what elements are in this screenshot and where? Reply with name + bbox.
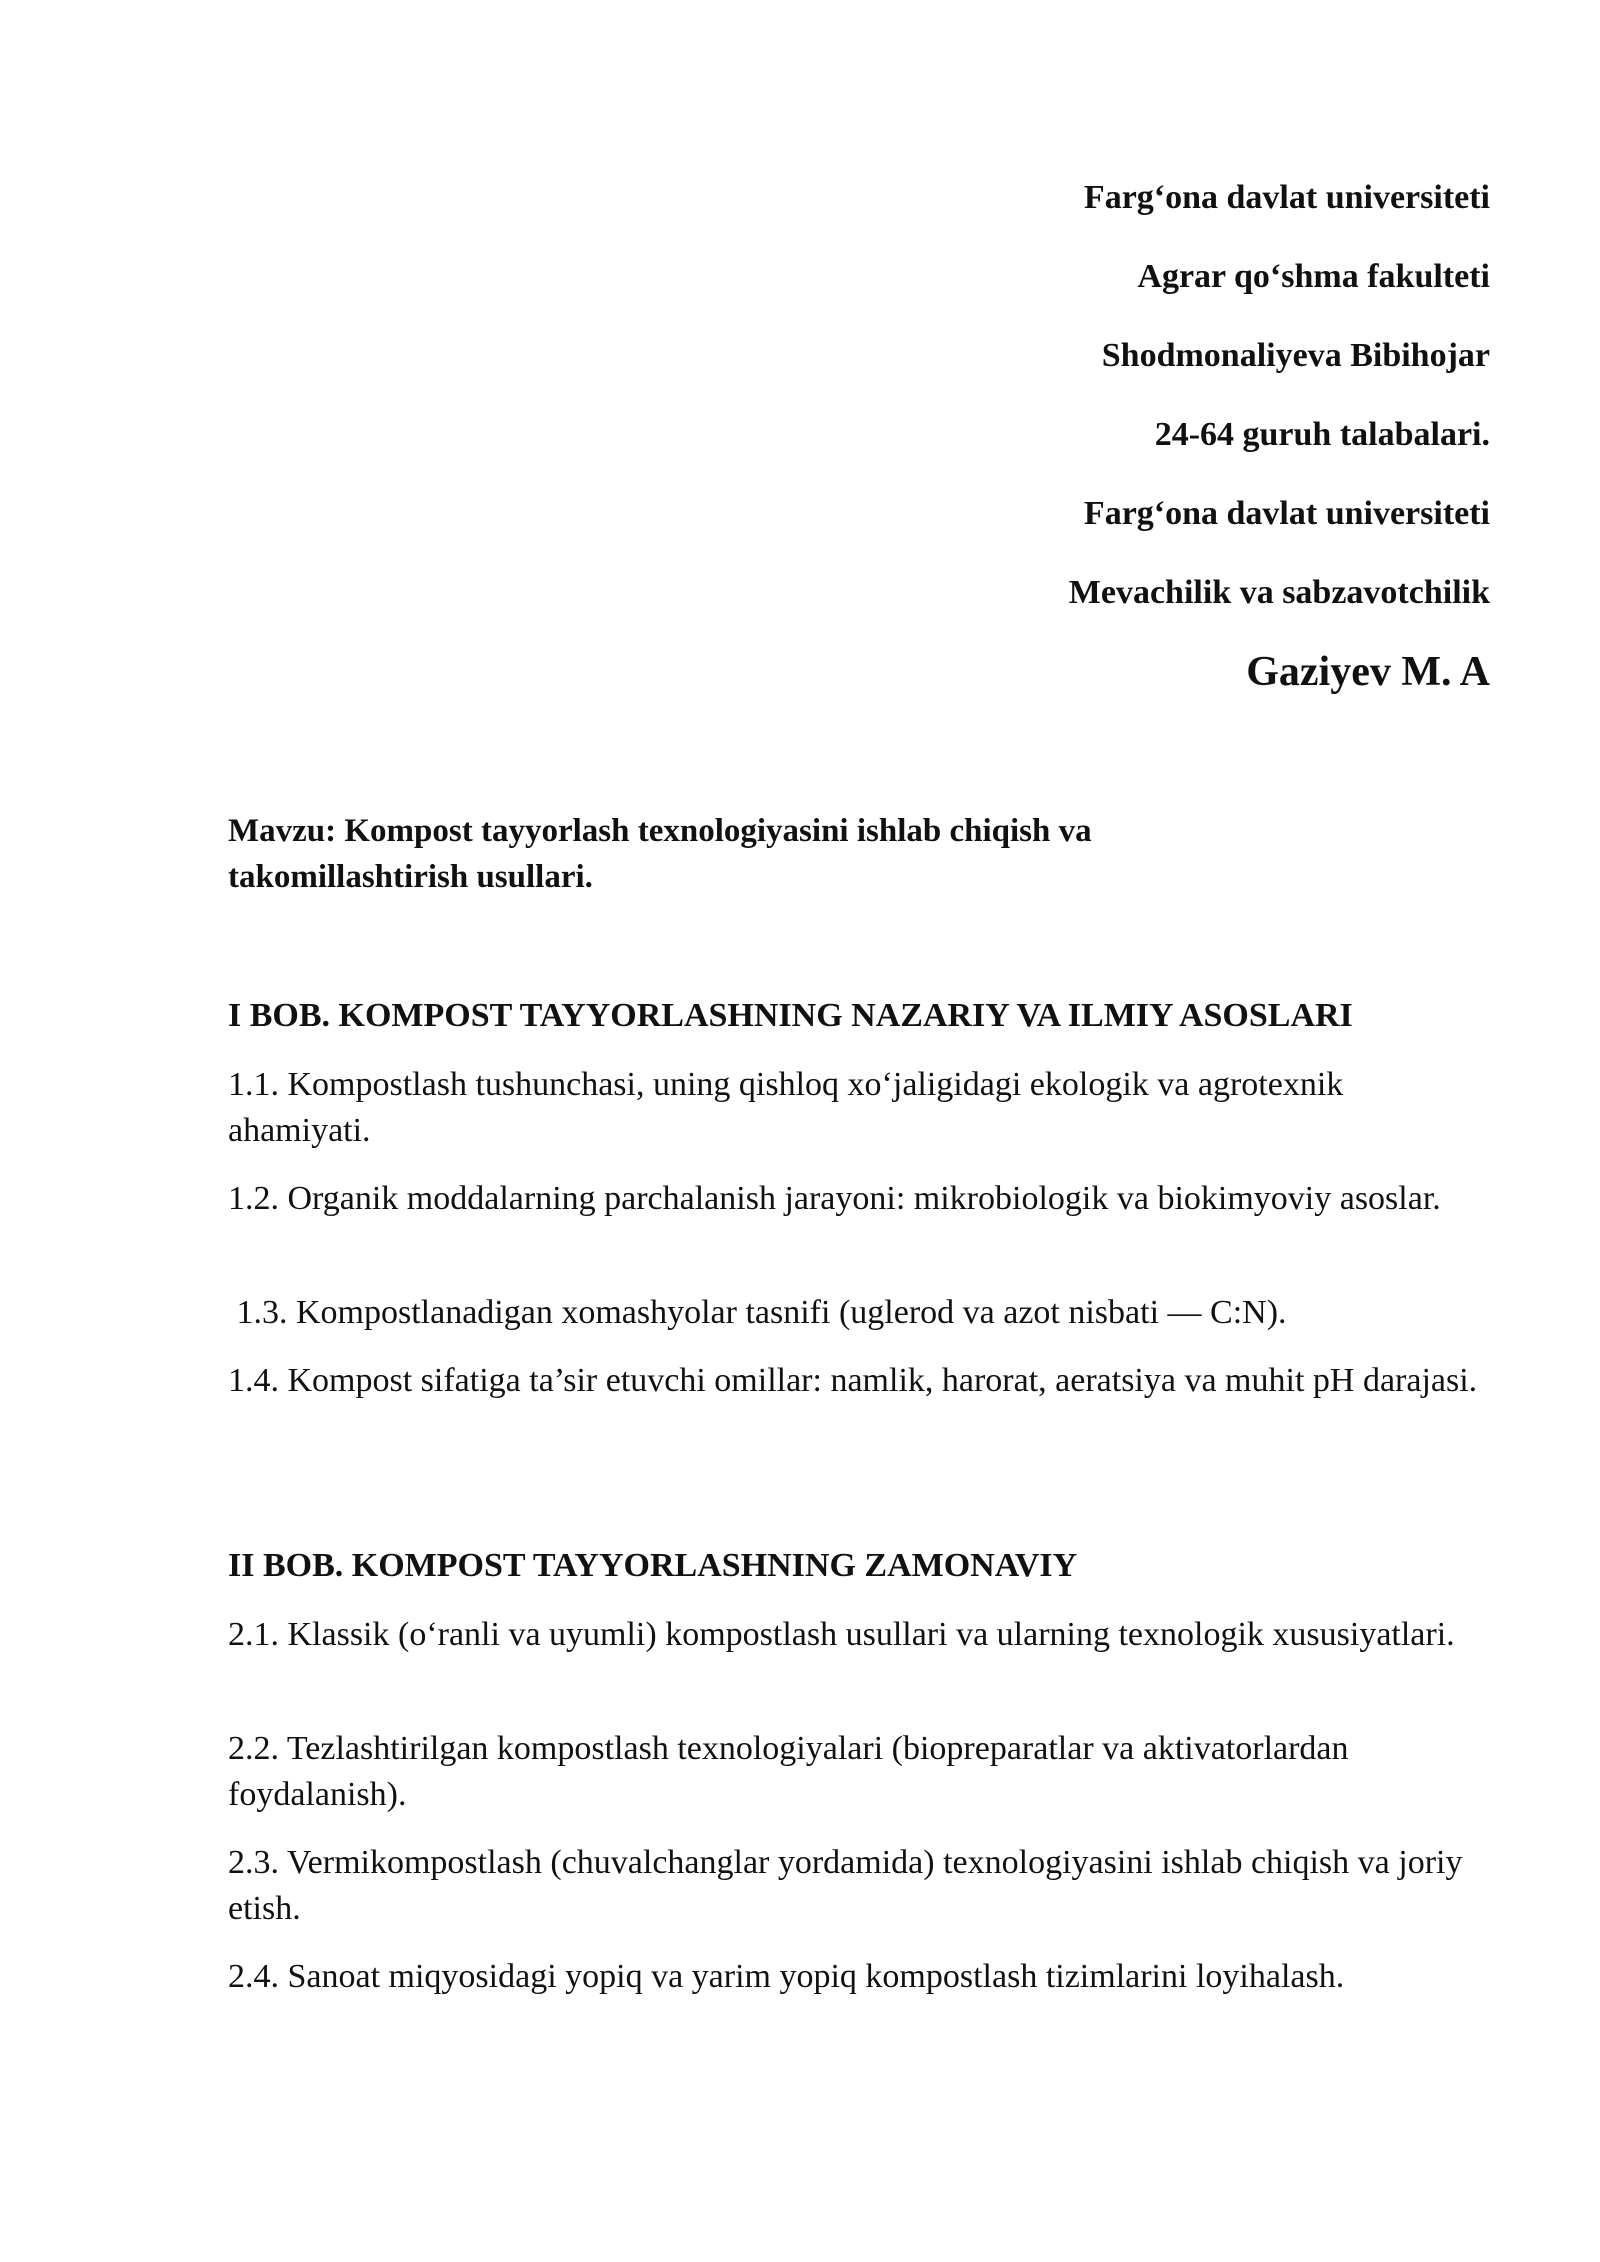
group-name: 24-64 guruh talabalari.	[1154, 416, 1490, 453]
chapter-2-item-3: 2.3. Vermikompostlash (chuvalchanglar yordamida) texnologiyasini ishlab chiqish va joriy etish.	[228, 1844, 1463, 1927]
department-name: Mevachilik va sabzavotchilik	[1068, 574, 1490, 611]
university-name-2: Farg‘ona davlat universiteti	[1083, 495, 1490, 532]
faculty-name: Agrar qo‘shma fakulteti	[1137, 258, 1490, 295]
chapter-1-item-4: 1.4. Kompost sifatiga ta’sir etuvchi omillar: namlik, harorat, aeratsiya va muhit pH darajasi.	[228, 1362, 1478, 1399]
chapter-1-title: I BOB. KOMPOST TAYYORLASHNING NAZARIY VA ILMIY ASOSLARI	[228, 997, 1353, 1034]
chapter-2-item-2: 2.2. Tezlashtirilgan kompostlash texnologiyalari (biopreparatlar va aktivatorlardan foydalanish).	[228, 1730, 1349, 1813]
supervisor-name: Gaziyev M. A	[1246, 649, 1490, 695]
topic-heading: Mavzu: Kompost tayyorlash texnologiyasini ishlab chiqish va takomillashtirish usullari.	[228, 813, 1092, 895]
chapter-1-item-1: 1.1. Kompostlash tushunchasi, uning qishloq xo‘jaligidagi ekologik va agrotexnik ahamiyati.	[228, 1066, 1344, 1149]
chapter-1-item-3: 1.3. Kompostlanadigan xomashyolar tasnifi (uglerod va azot nisbati — C:N).	[228, 1294, 1287, 1331]
chapter-1-item-2: 1.2. Organik moddalarning parchalanish jarayoni: mikrobiologik va biokimyoviy asoslar.	[228, 1180, 1441, 1217]
chapter-2-title: II BOB. KOMPOST TAYYORLASHNING ZAMONAVIY	[228, 1547, 1078, 1584]
title-block	[590, 178, 1490, 735]
chapter-2-item-1: 2.1. Klassik (o‘ranli va uyumli) kompostlash usullari va ularning texnologik xususiyatlari.	[228, 1616, 1455, 1653]
chapter-2-item-4: 2.4. Sanoat miqyosidagi yopiq va yarim yopiq kompostlash tizimlarini loyihalash.	[228, 1958, 1345, 1995]
student-name: Shodmonaliyeva Bibihojar	[1101, 337, 1490, 374]
university-name: Farg‘ona davlat universiteti	[1083, 179, 1490, 216]
